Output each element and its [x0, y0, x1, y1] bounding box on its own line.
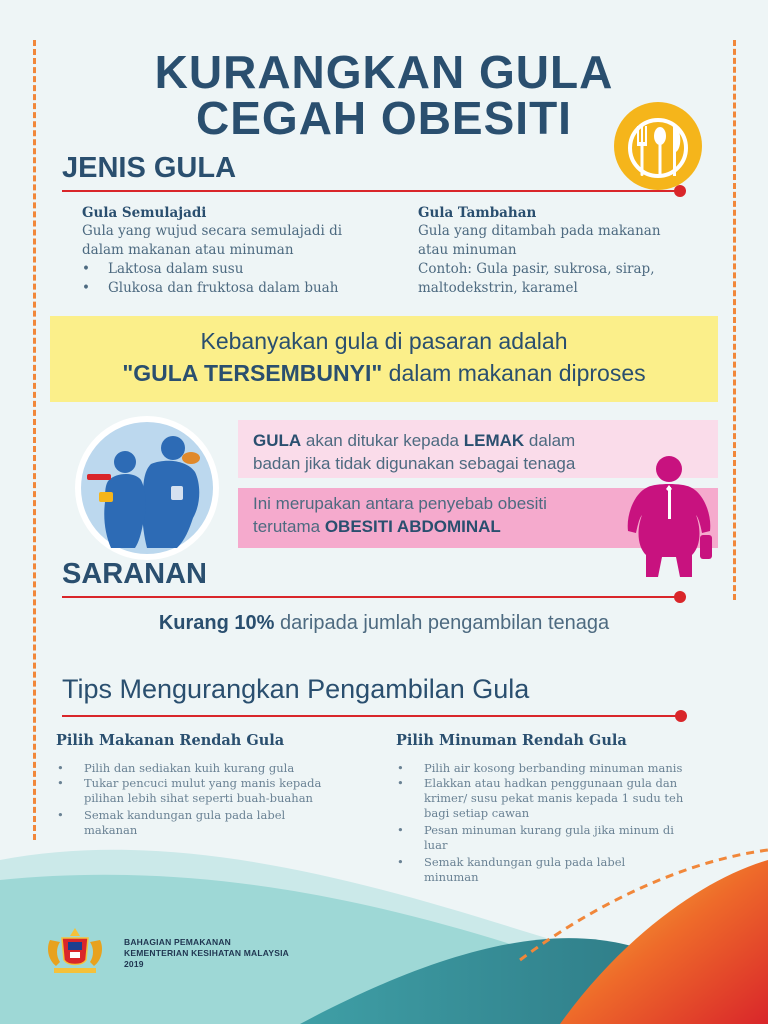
obesity-cause-line1: Ini merupakan antara penyebab obesiti: [253, 494, 547, 513]
footer-year: 2019: [124, 959, 144, 969]
section-divider: [62, 596, 678, 598]
sugar-to-fat-line2: badan jika tidak digunakan sebagai tenaga: [253, 454, 576, 473]
poster-title-line1: KURANGKAN GULA: [154, 46, 614, 98]
dashed-border-left: [33, 40, 36, 840]
abdominal-obesity-emphasis: OBESITI ABDOMINAL: [324, 517, 501, 536]
list-item-cont: pilihan lebih sihat seperti buah-buahan: [84, 791, 313, 805]
obese-person-icon: [626, 455, 718, 580]
obesity-cause-line2: [253, 517, 501, 537]
gula-emphasis: GULA: [253, 431, 302, 450]
footer-org-line2: KEMENTERIAN KESIHATAN MALAYSIA: [124, 948, 289, 958]
lemak-emphasis: LEMAK: [463, 431, 525, 450]
section-divider: [62, 190, 678, 192]
list-item: • Elakkan atau hadkan penggunaan gula dan: [424, 776, 677, 791]
footer-org-line1: BAHAGIAN PEMAKANAN: [124, 937, 232, 947]
poster-title-line2: CEGAH OBESITI: [196, 92, 572, 144]
drink-tips-heading: Pilih Minuman Rendah Gula: [396, 732, 627, 749]
people-eating-icon: [73, 414, 221, 562]
text-span: daripada jumlah pengambilan tenaga: [274, 612, 610, 634]
text-span: akan ditukar kepada: [301, 431, 464, 450]
text-span: terutama: [253, 517, 325, 536]
limit-emphasis: Kurang 10%: [158, 612, 275, 634]
hidden-sugar-line2: [50, 360, 718, 387]
divider-dot: [674, 591, 686, 603]
list-item: • Semak kandungan gula pada label: [424, 855, 625, 870]
list-item: • Semak kandungan gula pada label: [84, 808, 285, 823]
added-sugar-desc: Gula yang ditambah pada makanan: [418, 223, 661, 239]
added-sugar-example: Contoh: Gula pasir, sukrosa, sirap,: [418, 261, 655, 277]
jenis-gula-heading: JENIS GULA: [62, 152, 237, 184]
list-item-cont: krimer/ susu pekat manis kepada 1 sudu teh: [424, 791, 684, 805]
natural-sugar-desc: dalam makanan atau minuman: [82, 242, 294, 258]
added-sugar-example: maltodekstrin, karamel: [418, 280, 578, 296]
bottom-wave-decoration: [0, 840, 768, 1024]
divider-dot: [674, 185, 686, 197]
saranan-recommendation: [0, 612, 768, 635]
list-item: • Laktosa dalam susu: [108, 260, 243, 279]
list-item-cont: luar: [424, 838, 448, 852]
list-item-cont: bagi setiap cawan: [424, 806, 530, 820]
list-item: • Tukar pencuci mulut yang manis kepada: [84, 776, 321, 791]
natural-sugar-heading: Gula Semulajadi: [82, 205, 207, 221]
hidden-sugar-rest: dalam makanan diproses: [382, 360, 646, 386]
text-span: dalam: [524, 431, 576, 450]
list-item: • Pesan minuman kurang gula jika minum di: [424, 823, 674, 838]
list-item: • Pilih dan sediakan kuih kurang gula: [84, 761, 294, 776]
sugar-to-fat-line1: [253, 431, 575, 451]
tips-heading: Tips Mengurangkan Pengambilan Gula: [62, 674, 530, 704]
natural-sugar-desc: Gula yang wujud secara semulajadi di: [82, 223, 343, 239]
cutlery-plate-icon: [612, 100, 704, 192]
list-item-cont: minuman: [424, 870, 479, 884]
coat-of-arms-logo: [42, 926, 108, 976]
list-item: • Glukosa dan fruktosa dalam buah: [108, 279, 338, 298]
divider-dot: [675, 710, 687, 722]
added-sugar-heading: Gula Tambahan: [418, 205, 537, 221]
food-tips-heading: Pilih Makanan Rendah Gula: [56, 732, 285, 749]
section-divider: [62, 715, 680, 717]
saranan-heading: SARANAN: [62, 558, 207, 590]
hidden-sugar-emphasis: "GULA TERSEMBUNYI": [122, 360, 383, 386]
list-item-cont: makanan: [84, 823, 138, 837]
list-item: • Pilih air kosong berbanding minuman manis: [424, 761, 682, 776]
hidden-sugar-line1: Kebanyakan gula di pasaran adalah: [200, 328, 568, 354]
added-sugar-desc: atau minuman: [418, 242, 517, 258]
